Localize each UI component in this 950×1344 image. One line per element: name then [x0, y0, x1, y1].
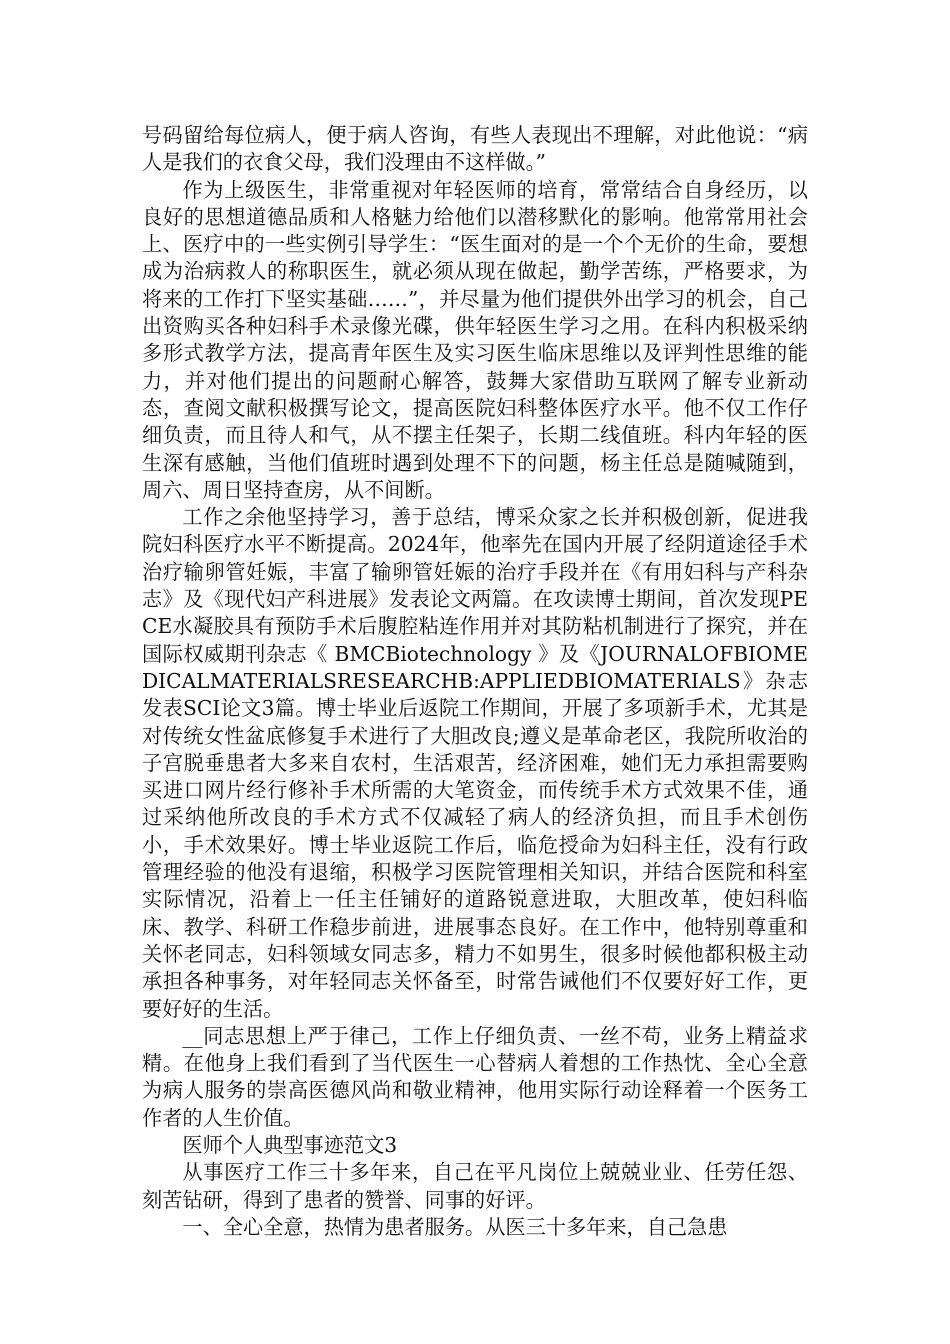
paragraph-3: 工作之余他坚持学习，善于总结，博采众家之长并积极创新，促进我院妇科医疗水平不断提高。2024年，他率先在国内开展了经阴道途径手术治疗输卵管妊娠，丰富了输卵管妊娠的治疗手段并在《有用妇科与产科杂志》及《现代妇产科进展》发表论文两篇。在攻读博士期间，首次发现PECE水凝胶具有预防手术后腹腔粘连作用并对其防粘机制进行了探究，并在国际权威期刊杂志《 BMCBiotechnology 》及《JOURNALOFBIOMEDICALMATERIALSRESEARCHB:APPLIEDBIOMATERIALS》杂志发表SCI论文3篇。博士毕业后返院工作期间，开展了多项新手术，尤其是对传统女性盆底修复手术进行了大胆改良;遵义是革命老区，我院所收治的子宫脱垂患者大多来自农村，生活艰苦，经济困难，她们无力承担需要购买进口网片经行修补手术所需的大笔资金，而传统手术方式效果不佳，通过采纳他所改良的手术方式不仅减轻了病人的经济负担，而且手术创伤小，手术效果好。博士毕业返院工作后，临危授命为妇科主任，没有行政管理经验的他没有退缩，积极学习医院管理相关知识，并结合医院和科室实际情况，沿着上一任主任铺好的道路锐意进取，大胆改革，使妇科临床、教学、科研工作稳步前进，进展事态良好。在工作中，他特别尊重和关怀老同志，妇科领域女同志多，精力不如男生，很多时候他都积极主动承担各种事务，对年轻同志关怀备至，时常告诫他们不仅要好好工作，更要好好的生活。 — [142, 505, 808, 1021]
document-body — [142, 122, 808, 1241]
paragraph-6: 一、全心全意，热情为患者服务。从医三十多年来，自己急患 — [182, 1214, 728, 1239]
paragraph-4: __同志思想上严于律己，工作上仔细负责、一丝不苟，业务上精益求精。在他身上我们看到了当代医生一心替病人着想的工作热忱、全心全意为病人服务的崇高医德风尚和敬业精神，他用实际行动诠释着一个医务工作者的人生价值。 — [142, 1023, 808, 1130]
section-title: 医师个人典型事迹范文3 — [182, 1132, 398, 1157]
paragraph-2: 作为上级医生，非常重视对年轻医师的培育，常常结合自身经历，以良好的思想道德品质和人格魅力给他们以潜移默化的影响。他常常用社会上、医疗中的一些实例引导学生：“医生面对的是一个个无价的生命，要想成为治病救人的称职医生，就必须从现在做起，勤学苦练，严格要求，为将来的工作打下坚实基础……”，并尽量为他们提供外出学习的机会，自己出资购买各种妇科手术录像光碟，供年轻医生学习之用。在科内积极采纳多形式教学方法，提高青年医生及实习医生临床思维以及评判性思维的能力，并对他们提出的问题耐心解答，鼓舞大家借助互联网了解专业新动态，查阅文献积极撰写论文，提高医院妇科整体医疗水平。他不仅工作仔细负责，而且待人和气，从不摆主任架子，长期二线值班。科内年轻的医生深有感触，当他们值班时遇到处理不下的问题，杨主任总是随喊随到，周六、周日坚持查房，从不间断。 — [142, 177, 808, 502]
paragraph-5: 从事医疗工作三十多年来，自己在平凡岗位上兢兢业业、任劳任怨、刻苦钻研，得到了患者的赞誉、同事的好评。 — [142, 1160, 808, 1212]
paragraph-1: 号码留给每位病人，便于病人咨询，有些人表现出不理解，对此他说：“病人是我们的衣食父母，我们没理由不这样做。” — [142, 123, 808, 175]
